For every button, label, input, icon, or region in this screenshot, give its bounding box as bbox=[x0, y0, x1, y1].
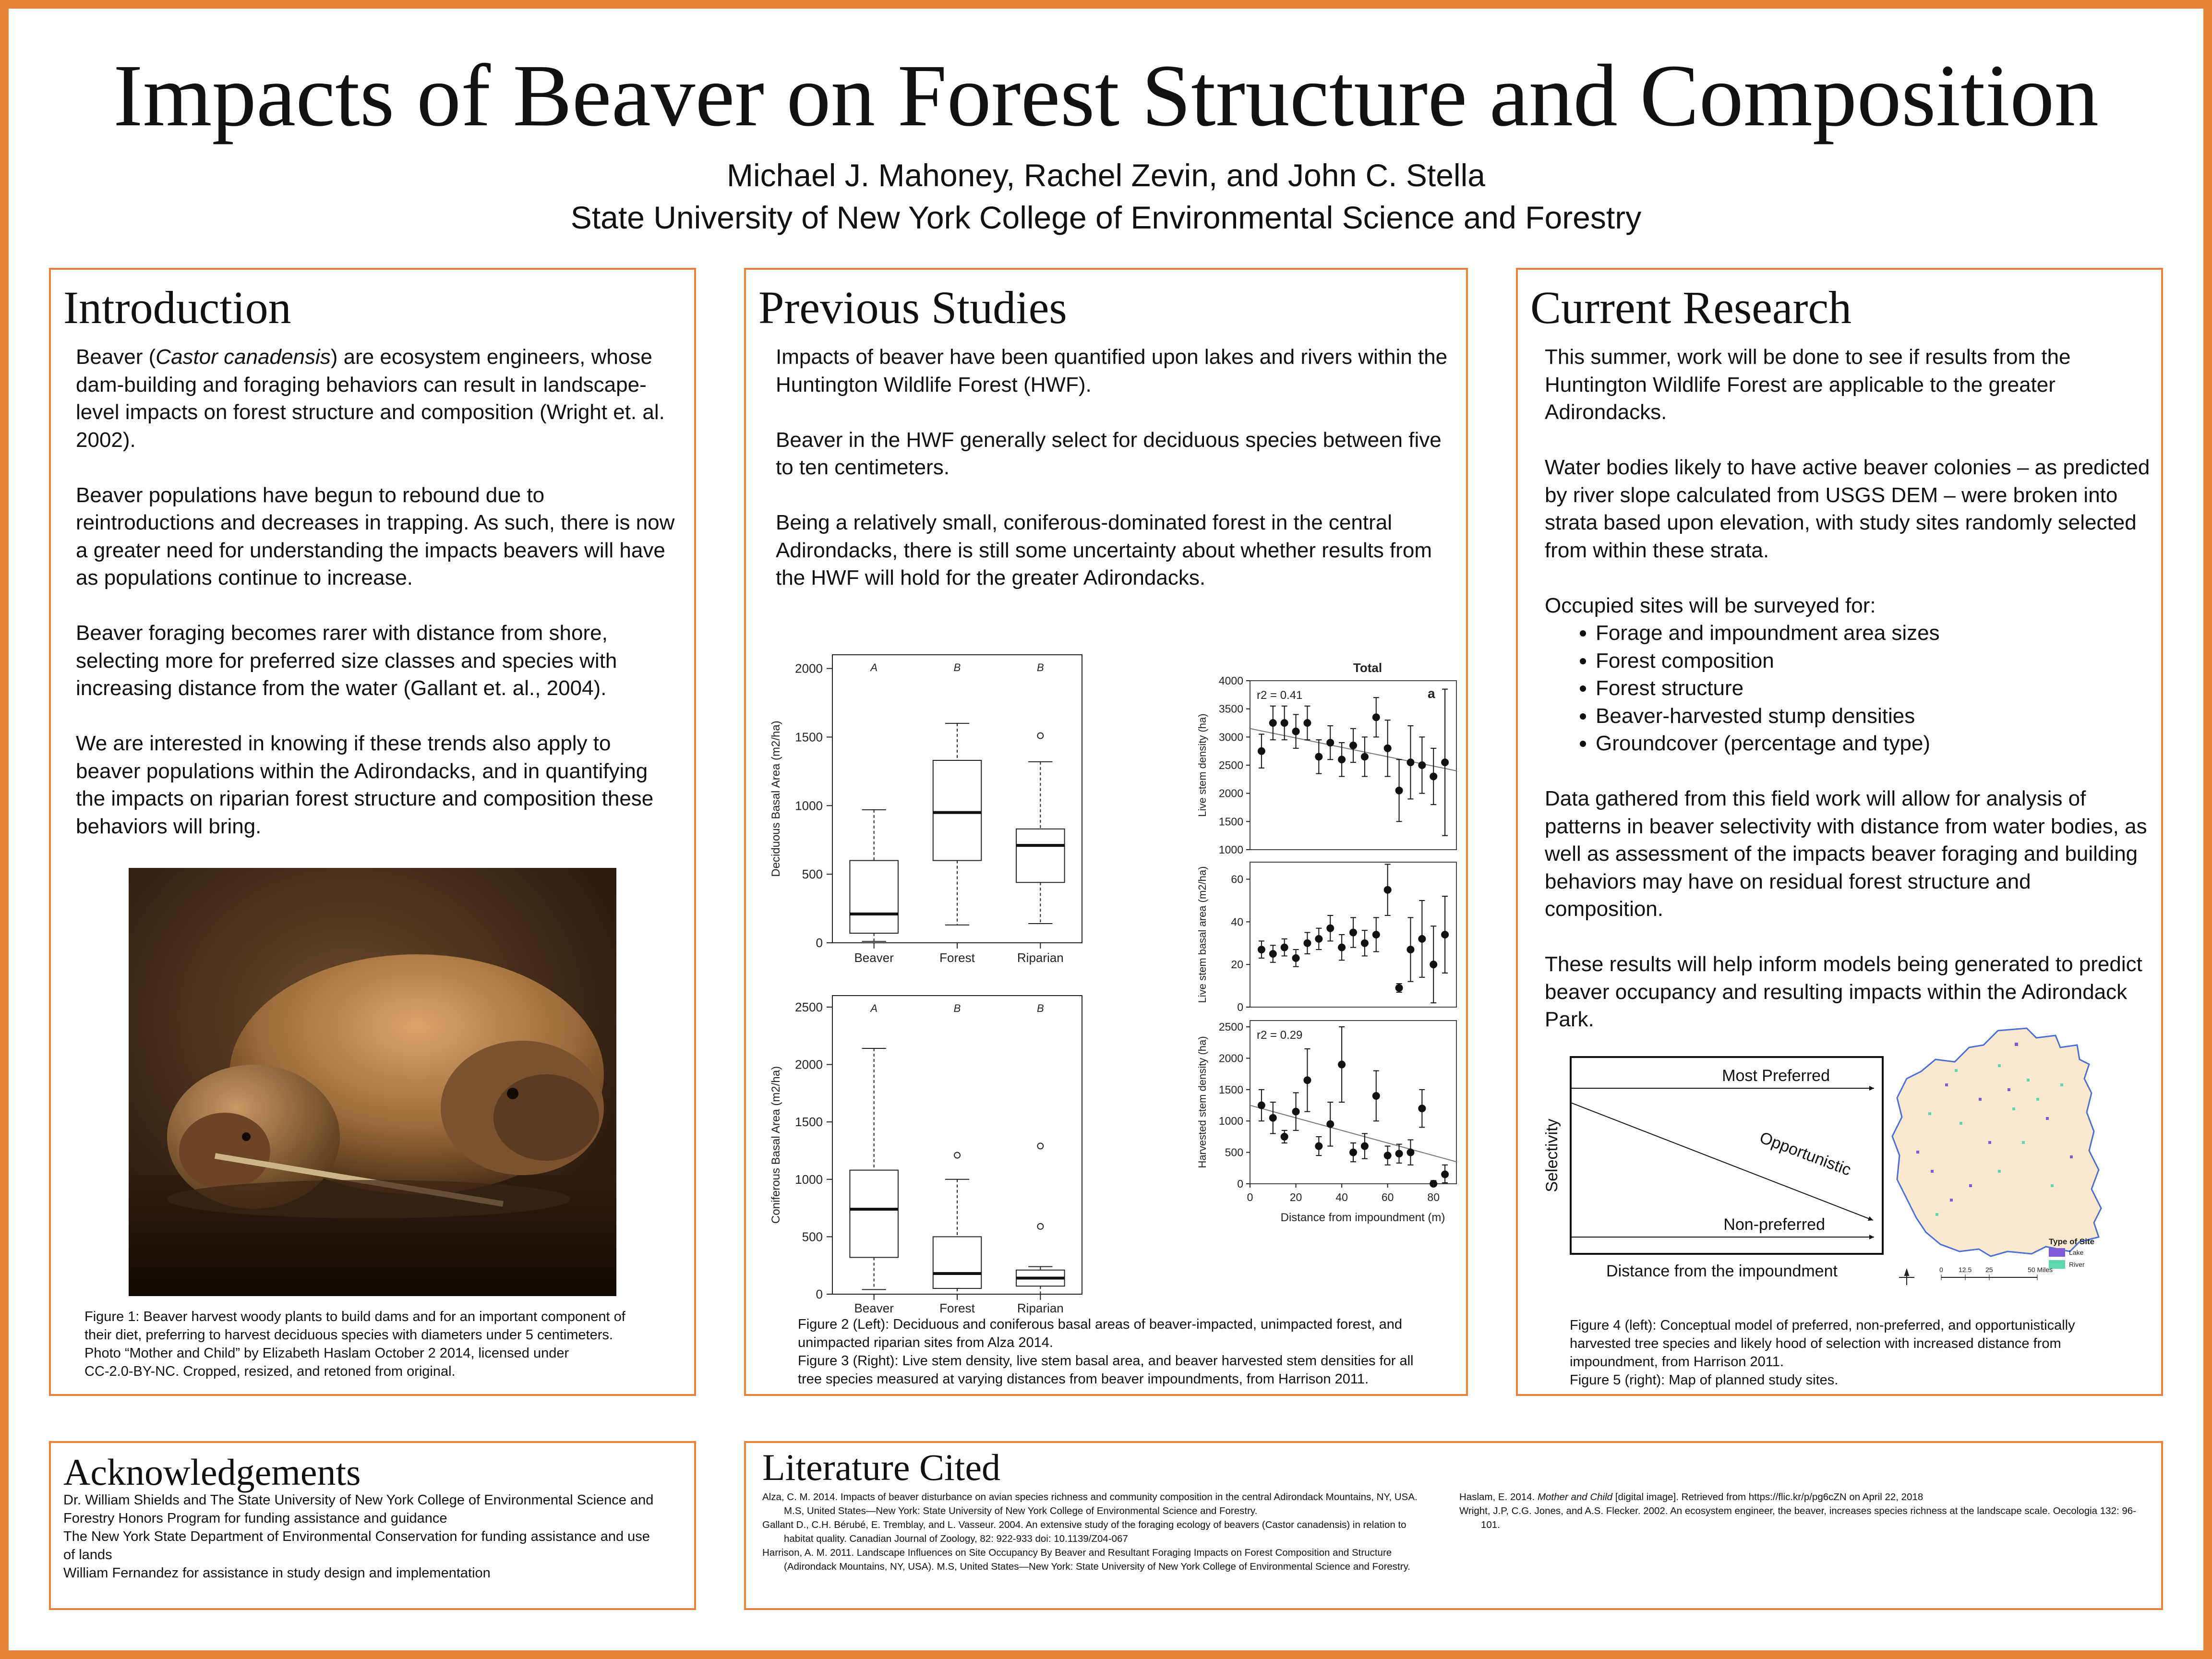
group-letter: B bbox=[953, 661, 961, 673]
y-tick-label: 40 bbox=[1231, 915, 1243, 928]
previous-paragraph-3: Being a relatively small, coniferous-dominated forest in the central Adirondacks, there is still some uncertainty about whether results from the HWF will hold for the greater Adirondacks. bbox=[776, 511, 1432, 589]
data-point bbox=[1326, 925, 1334, 932]
intro-paragraph-3: Beaver foraging becomes rarer with distance from shore, selecting more for preferred size classes and species with increasing distance from the water (Gallant et. al., 2004). bbox=[76, 621, 617, 700]
intro-paragraph-1: Beaver (Castor canadensis) are ecosystem engineers, whose dam-building and foraging behaviors can result in landscape-level impacts on forest structure and composition (Wright et. al. 2002). bbox=[76, 345, 665, 452]
current-paragraph-4: Data gathered from this field work will allow for analysis of patterns in beaver selectivity with distance from water bodies, as well as assessment of the impacts beaver foraging and building behaviors may have on residual forest structure and composition. bbox=[1545, 787, 2147, 921]
reference-item: Harrison, A. M. 2011. Landscape Influences on Site Occupancy By Beaver and Resultant Foraging Impacts on Forest Composition and Structure (Adirondack Mountains, NY, USA). M.S, United States—New York: State University of New York College of Environmental Science and Forestry. bbox=[762, 1547, 1411, 1572]
current-research-panel bbox=[1516, 268, 2163, 1396]
data-point bbox=[1281, 944, 1288, 951]
acknowledgements-text: Dr. William Shields and The State University of New York College of Environmental Science and Forestry Honors Program for funding assistance and guidance The New York State Department of Environmental Conservation for funding assistance and use of lands William Fernandez for assistance in study design and implementation bbox=[63, 1492, 654, 1581]
data-point bbox=[1441, 1170, 1449, 1178]
figure-1-caption: Figure 1: Beaver harvest woody plants to build dams and for an important component of their diet, preferring to harvest deciduous species with diameters under 5 centimeters. Photo “Mother and Child” by Elizabeth Haslam October 2 2014, licensed under CC-2.0-BY-NC. Cropped, resized, and retoned from original. bbox=[84, 1309, 625, 1379]
data-point bbox=[1441, 758, 1449, 766]
data-point bbox=[1418, 935, 1426, 943]
y-tick-label: 3500 bbox=[1218, 702, 1243, 715]
previous-studies-text bbox=[776, 343, 1457, 619]
y-tick-label: 2000 bbox=[795, 661, 823, 676]
legend-title: Type of Site bbox=[2049, 1237, 2095, 1246]
category-label: Forest bbox=[939, 950, 975, 965]
current-research-heading: Current Research bbox=[1530, 282, 1852, 333]
current-paragraph-5: These results will help inform models being generated to predict beaver occupancy and resulting impacts within the Adirondack Park. bbox=[1545, 952, 2142, 1031]
data-point bbox=[1407, 946, 1414, 953]
reference-item: Gallant D., C.H. Bérubé, E. Tremblay, and L. Vasseur. 2004. An extensive study of the foraging ecology of beavers (Castor canadensis) in relation to habitat quality. Canadian Journal of Zoology, 82: 922-933 doi: 10.1139/Z04-067 bbox=[762, 1519, 1407, 1544]
y-tick-label: 0 bbox=[1237, 1001, 1243, 1013]
scale-bar bbox=[1939, 1266, 2053, 1280]
legend-lake: Lake bbox=[2069, 1249, 2084, 1256]
y-tick-label: 1000 bbox=[795, 1172, 823, 1187]
figure-2-3-caption: Figure 2 (Left): Deciduous and coniferous basal areas of beaver-impacted, unimpacted forest, and unimpacted riparian sites from Alza 2014. Figure 3 (Right): Live stem density, live stem basal area, and beaver harvested stem densities for all tree species measured at varying distances from beaver impoundments, from Harrison 2011. bbox=[798, 1317, 1414, 1387]
data-point bbox=[1372, 1092, 1380, 1100]
list-item: • Forest structure bbox=[1596, 674, 2154, 702]
adirondack-park-boundary bbox=[1892, 1028, 2101, 1256]
data-point bbox=[1292, 1108, 1300, 1116]
data-point bbox=[1384, 745, 1392, 752]
y-tick-label: 500 bbox=[1225, 1146, 1243, 1159]
y-tick-label: 4000 bbox=[1218, 674, 1243, 687]
outlier-point bbox=[1037, 1143, 1043, 1149]
introduction-panel bbox=[49, 268, 696, 1396]
y-tick-label: 0 bbox=[1237, 1178, 1243, 1190]
list-item: • Forest composition bbox=[1596, 647, 2154, 675]
reference-item: Alza, C. M. 2014. Impacts of beaver disturbance on avian species richness and community composition in the central Adirondack Mountains, NY, USA. M.S, United States—New York: State University of New York College of Environmental Science and Forestry. bbox=[762, 1491, 1418, 1516]
authors: Michael J. Mahoney, Rachel Zevin, and John C. Stella bbox=[727, 157, 1485, 193]
data-point bbox=[1269, 950, 1277, 958]
reference-item: Haslam, E. 2014. Mother and Child [digital image]. Retrieved from https://flic.kr/p/pg6cZN on April 22, 2018 bbox=[1459, 1491, 1923, 1503]
y-tick-label: 2000 bbox=[1218, 1052, 1243, 1065]
data-point bbox=[1349, 742, 1357, 749]
group-letter: A bbox=[870, 661, 878, 673]
harrison-distance-plots bbox=[1192, 652, 1461, 1319]
x-tick-label: 60 bbox=[1381, 1191, 1394, 1203]
introduction-heading: Introduction bbox=[63, 282, 291, 333]
previous-studies-heading: Previous Studies bbox=[758, 282, 1067, 333]
data-point bbox=[1430, 961, 1437, 968]
data-point bbox=[1315, 935, 1322, 943]
data-point bbox=[1372, 931, 1380, 938]
introduction-text bbox=[76, 343, 681, 868]
data-point bbox=[1395, 1150, 1403, 1157]
y-tick-label: 1500 bbox=[1218, 815, 1243, 828]
data-point bbox=[1372, 713, 1380, 721]
current-paragraph-1: This summer, work will be done to see if results from the Huntington Wildlife Forest are applicable to the greater Adirondacks. bbox=[1545, 345, 2071, 424]
outlier-point bbox=[954, 1153, 960, 1158]
data-point bbox=[1407, 758, 1414, 766]
scale-tick: 25 bbox=[1985, 1266, 1993, 1274]
line-label: Most Preferred bbox=[1722, 1067, 1830, 1085]
box bbox=[933, 1237, 982, 1288]
figure-4-5-caption: Figure 4 (left): Conceptual model of preferred, non-preferred, and opportunistically harvested tree species and likely hood of selection with increased distance from impoundment, from Harrison 2011. Figure 5 (right): Map of planned study sites. bbox=[1570, 1318, 2075, 1388]
group-letter: B bbox=[1036, 1002, 1044, 1014]
data-point bbox=[1395, 787, 1403, 794]
study-site-map bbox=[1887, 1026, 2137, 1295]
x-tick-label: 40 bbox=[1335, 1191, 1348, 1203]
x-tick-label: 20 bbox=[1289, 1191, 1302, 1203]
data-point bbox=[1384, 1152, 1392, 1159]
outlier-point bbox=[1037, 1224, 1043, 1229]
y-tick-label: 2000 bbox=[795, 1057, 823, 1072]
data-point bbox=[1281, 719, 1288, 727]
data-point bbox=[1315, 753, 1322, 760]
data-point bbox=[1338, 944, 1346, 951]
y-tick-label: 1000 bbox=[1218, 1115, 1243, 1128]
y-tick-label: 1500 bbox=[795, 1115, 823, 1130]
data-point bbox=[1258, 1102, 1265, 1109]
category-label: Riparian bbox=[1017, 950, 1064, 965]
survey-list bbox=[1545, 619, 2154, 757]
data-point bbox=[1418, 761, 1426, 769]
data-point bbox=[1361, 1142, 1369, 1150]
current-paragraph-3: Occupied sites will be surveyed for: bbox=[1545, 593, 1876, 617]
beaver-photo bbox=[129, 868, 616, 1296]
intro-paragraph-2: Beaver populations have begun to rebound due to reintroductions and decreases in trapping. As such, there is now a greater need for understanding the impacts beavers will have as populations continue to increase. bbox=[76, 483, 675, 589]
references-column-right bbox=[1459, 1490, 2146, 1532]
intro-paragraph-4: We are interested in knowing if these trends also apply to beaver populations within the Adirondacks, and in quantifying the impacts on riparian forest structure and composition these behaviors will bring. bbox=[76, 732, 654, 838]
data-point bbox=[1349, 1149, 1357, 1156]
basal-area-boxplots bbox=[751, 626, 1231, 1315]
x-tick-label: 0 bbox=[1247, 1191, 1253, 1203]
panel-letter: a bbox=[1428, 686, 1435, 701]
literature-cited-heading: Literature Cited bbox=[762, 1446, 1000, 1488]
x-tick-label: 80 bbox=[1427, 1191, 1440, 1203]
data-point bbox=[1338, 1061, 1346, 1069]
box bbox=[933, 760, 982, 861]
list-item: • Forage and impoundment area sizes bbox=[1596, 619, 2154, 647]
data-point bbox=[1269, 719, 1277, 727]
data-point bbox=[1303, 939, 1311, 947]
y-axis-label: Selectivity bbox=[1543, 1118, 1561, 1192]
data-point bbox=[1303, 719, 1311, 727]
y-tick-label: 20 bbox=[1231, 958, 1243, 971]
category-label: Beaver bbox=[854, 1301, 894, 1315]
data-point bbox=[1441, 931, 1449, 938]
data-point bbox=[1395, 984, 1403, 992]
scale-tick: 12.5 bbox=[1959, 1266, 1972, 1274]
scale-tick: 50 Miles bbox=[2028, 1266, 2053, 1274]
group-letter: A bbox=[870, 1002, 878, 1014]
outlier-point bbox=[1037, 733, 1043, 739]
selectivity-conceptual-model bbox=[1542, 1047, 1926, 1283]
y-tick-label: 1000 bbox=[795, 798, 823, 813]
references-column-left bbox=[762, 1490, 1434, 1574]
y-axis-label: Coniferous Basal Area (m2/ha) bbox=[769, 1066, 782, 1224]
line-label: Opportunistic bbox=[1757, 1128, 1854, 1179]
data-point bbox=[1258, 747, 1265, 755]
data-point bbox=[1349, 929, 1357, 937]
box bbox=[850, 1170, 898, 1258]
y-tick-label: 2500 bbox=[795, 999, 823, 1014]
y-axis-label: Live stem basal area (m2/ha) bbox=[1196, 866, 1208, 1003]
legend-river: River bbox=[2069, 1261, 2085, 1268]
reference-item: Wright, J.P, C.G. Jones, and A.S. Flecker. 2002. An ecosystem engineer, the beaver, increases species richness at the landscape scale. Oecologia 132: 96-101. bbox=[1459, 1505, 2136, 1530]
plot-title: Total bbox=[1353, 661, 1382, 675]
y-tick-label: 2000 bbox=[1218, 787, 1243, 800]
y-tick-label: 0 bbox=[816, 936, 823, 950]
x-axis-label: Distance from impoundment (m) bbox=[1280, 1211, 1445, 1224]
y-tick-label: 1500 bbox=[795, 730, 823, 745]
y-tick-label: 0 bbox=[816, 1287, 823, 1301]
y-tick-label: 1000 bbox=[1218, 843, 1243, 856]
data-point bbox=[1361, 939, 1369, 947]
category-label: Riparian bbox=[1017, 1301, 1064, 1315]
y-tick-label: 500 bbox=[802, 867, 823, 882]
acknowledgements-panel bbox=[49, 1441, 696, 1610]
y-axis-label: Deciduous Basal Area (m2/ha) bbox=[769, 721, 782, 877]
box bbox=[850, 861, 898, 933]
data-point bbox=[1258, 946, 1265, 953]
data-point bbox=[1361, 753, 1369, 760]
literature-cited-panel bbox=[744, 1441, 2163, 1610]
current-research-text bbox=[1545, 343, 2154, 1061]
box bbox=[1016, 829, 1065, 882]
scale-tick: 0 bbox=[1939, 1266, 1943, 1274]
current-paragraph-2: Water bodies likely to have active beaver colonies – as predicted by river slope calculated from USGS DEM – were broken into strata based upon elevation, with study sites randomly selected from within these strata. bbox=[1545, 456, 2150, 562]
previous-paragraph-1: Impacts of beaver have been quantified upon lakes and rivers within the Huntington Wildlife Forest (HWF). bbox=[776, 345, 1448, 397]
y-axis-label: Live stem density (ha) bbox=[1196, 713, 1208, 817]
category-label: Beaver bbox=[854, 950, 894, 965]
r-squared-annotation: r2 = 0.41 bbox=[1257, 689, 1303, 702]
y-tick-label: 1500 bbox=[1218, 1083, 1243, 1096]
data-point bbox=[1292, 728, 1300, 735]
data-point bbox=[1430, 772, 1437, 780]
data-point bbox=[1418, 1105, 1426, 1112]
affiliation: State University of New York College of Environmental Science and Forestry bbox=[570, 200, 1642, 235]
previous-studies-panel bbox=[744, 268, 1468, 1396]
line-label: Non-preferred bbox=[1723, 1215, 1825, 1234]
group-letter: B bbox=[1036, 661, 1044, 673]
y-tick-label: 2500 bbox=[1218, 759, 1243, 771]
list-item: • Beaver-harvested stump densities bbox=[1596, 702, 2154, 730]
data-point bbox=[1292, 954, 1300, 962]
y-tick-label: 500 bbox=[802, 1229, 823, 1244]
data-point bbox=[1338, 756, 1346, 763]
r-squared-annotation: r2 = 0.29 bbox=[1257, 1029, 1303, 1042]
group-letter: B bbox=[953, 1002, 961, 1014]
data-point bbox=[1326, 739, 1334, 746]
acknowledgements-heading: Acknowledgements bbox=[63, 1451, 361, 1493]
map-legend bbox=[2049, 1237, 2094, 1269]
x-axis-label: Distance from the impoundment bbox=[1606, 1262, 1838, 1280]
data-point bbox=[1315, 1142, 1322, 1150]
north-arrow-icon bbox=[1899, 1270, 1914, 1285]
previous-paragraph-2: Beaver in the HWF generally select for deciduous species between five to ten centimeters. bbox=[776, 428, 1442, 479]
data-point bbox=[1281, 1133, 1288, 1141]
data-point bbox=[1303, 1076, 1311, 1084]
y-tick-label: 3000 bbox=[1218, 731, 1243, 744]
y-tick-label: 60 bbox=[1231, 873, 1243, 886]
data-point bbox=[1269, 1114, 1277, 1122]
data-point bbox=[1407, 1149, 1414, 1156]
data-point bbox=[1384, 886, 1392, 894]
poster-title: Impacts of Beaver on Forest Structure and Composition bbox=[113, 47, 2099, 145]
list-item: • Groundcover (percentage and type) bbox=[1596, 730, 2154, 757]
y-tick-label: 2500 bbox=[1218, 1021, 1243, 1034]
data-point bbox=[1326, 1120, 1334, 1128]
category-label: Forest bbox=[939, 1301, 975, 1315]
y-axis-label: Harvested stem density (ha) bbox=[1196, 1036, 1208, 1168]
